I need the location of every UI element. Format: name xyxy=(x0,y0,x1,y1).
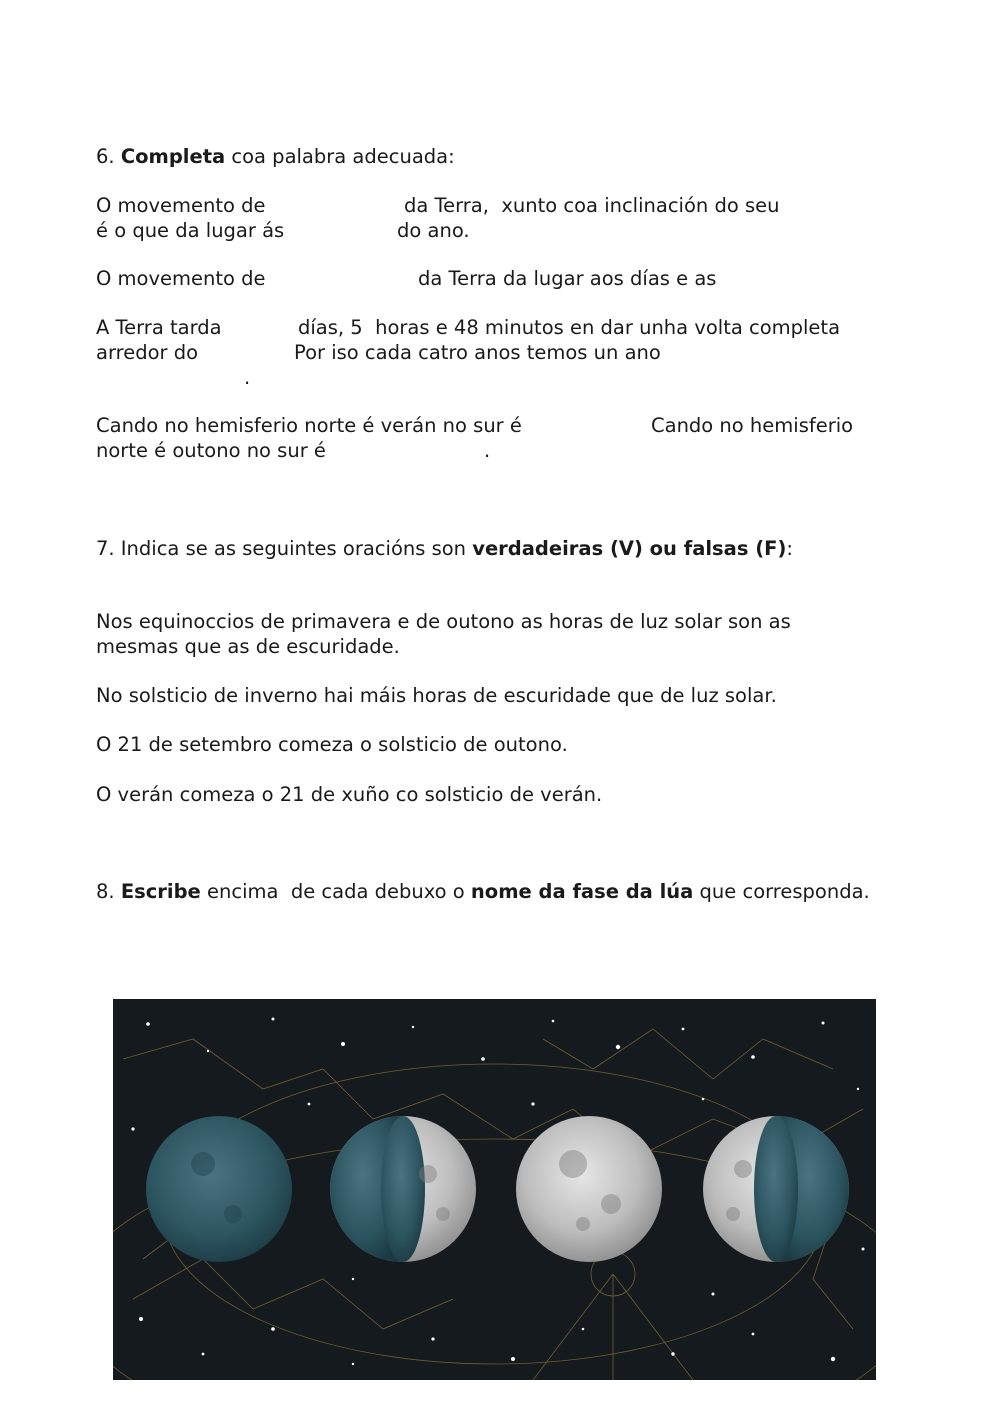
q7-statement-1a: Nos equinoccios de primavera e de outono as horas de luz solar son as xyxy=(96,610,791,633)
q7-bold: verdadeiras (V) ou falsas (F) xyxy=(472,537,787,560)
blank-input[interactable] xyxy=(272,195,400,217)
blank-input[interactable] xyxy=(230,317,294,339)
q6-p3-b: días, 5 horas e 48 minutos en dar unha volta completa xyxy=(298,316,841,339)
q8-bold-2: nome da fase da lúa xyxy=(470,880,694,903)
q6-p2-b: da Terra da lugar aos días e as xyxy=(418,267,717,290)
q6-heading xyxy=(96,145,455,169)
blank-input[interactable] xyxy=(96,367,241,389)
q6-p4-c: norte é outono no sur é xyxy=(96,439,326,462)
q6-p3-e: . xyxy=(244,366,251,389)
q8-number: 8. xyxy=(96,880,121,903)
moon-full xyxy=(516,1116,662,1262)
q7-statement-4: O verán comeza o 21 de xuño co solsticio de verán. xyxy=(96,783,603,806)
q6-p1-b: da Terra, xunto coa inclinación do seu xyxy=(404,194,780,217)
q6-p4-a: Cando no hemisferio norte é verán no sur é xyxy=(96,414,522,437)
q7-prefix: 7. Indica se as seguintes oracións son xyxy=(96,537,473,560)
q7-statement-2: No solsticio de inverno hai máis horas de escuridade que de luz solar. xyxy=(96,684,777,707)
q6-p1-d: do ano. xyxy=(397,219,470,242)
blank-input[interactable] xyxy=(543,415,646,437)
q6-bold-word: Completa xyxy=(120,145,226,168)
q6-number: 6. xyxy=(96,145,115,168)
moon-phases-image xyxy=(113,999,876,1380)
q6-p4-b: Cando no hemisferio xyxy=(651,414,854,437)
q6-p3-a: A Terra tarda xyxy=(96,316,222,339)
q7-statement-1b: mesmas que as de escuridade. xyxy=(96,635,400,658)
q6-p3-d: Por iso cada catro anos temos un ano xyxy=(294,341,661,364)
q8-bold-1: Escribe xyxy=(120,880,201,903)
q8-mid: encima de cada debuxo o xyxy=(200,880,471,903)
q6-p2-a: O movemento de xyxy=(96,267,266,290)
blank-input[interactable] xyxy=(205,342,289,364)
q7-heading xyxy=(96,537,793,561)
q6-p3-c: arredor do xyxy=(96,341,199,364)
q7-suffix: : xyxy=(786,537,793,560)
blank-input[interactable] xyxy=(294,220,394,242)
q7-statement-3: O 21 de setembro comeza o solsticio de outono. xyxy=(96,733,568,756)
blank-input[interactable] xyxy=(272,268,414,290)
blank-input[interactable] xyxy=(336,440,481,462)
q6-p4-d: . xyxy=(484,439,491,462)
q8-end: que corresponda. xyxy=(693,880,870,903)
moon-last-quarter xyxy=(703,1116,849,1262)
q6-heading-rest: coa palabra adecuada: xyxy=(225,145,455,168)
q8-heading xyxy=(96,880,870,904)
moon-first-quarter xyxy=(330,1116,476,1262)
q6-p1-a: O movemento de xyxy=(96,194,266,217)
q6-p1-c: é o que da lugar ás xyxy=(96,219,285,242)
moon-new xyxy=(146,1116,292,1262)
